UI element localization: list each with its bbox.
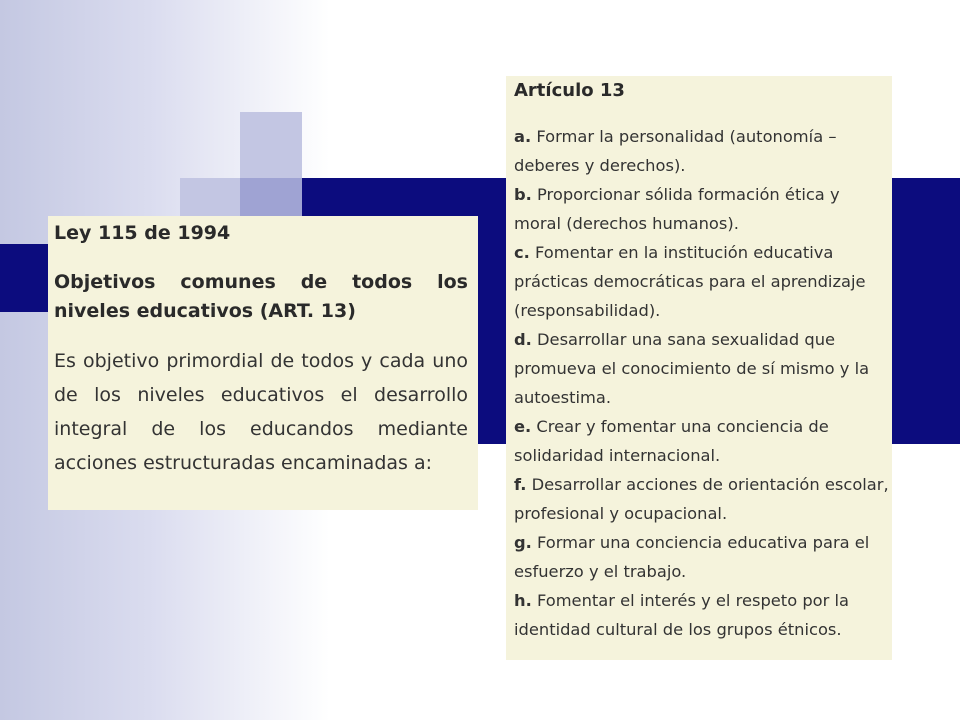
list-item [514, 586, 890, 644]
item-letter: a. [514, 127, 532, 146]
item-text: Fomentar en la institución educativa prácticas democráticas para el aprendizaje (responsabilidad). [514, 243, 866, 320]
item-text: Crear y fomentar una conciencia de solidaridad internacional. [514, 417, 829, 465]
navy-band-left [0, 244, 50, 312]
item-letter: b. [514, 185, 532, 204]
law-body-text: Es objetivo primordial de todos y cada uno de los niveles educativos el desarrollo integral de los educandos mediante acciones estructuradas encaminadas a: [54, 350, 468, 474]
item-letter: f. [514, 475, 527, 494]
item-letter: d. [514, 330, 532, 349]
item-letter: c. [514, 243, 530, 262]
item-text: Desarrollar acciones de orientación escolar, profesional y ocupacional. [514, 475, 889, 523]
list-item [514, 470, 890, 528]
item-text: Fomentar el interés y el respeto por la identidad cultural de los grupos étnicos. [514, 591, 849, 639]
decorative-square-dark [240, 178, 302, 218]
list-item [514, 325, 890, 412]
objectives-list [514, 122, 890, 644]
list-item [514, 528, 890, 586]
decorative-square-light [180, 178, 240, 218]
item-text: Formar la personalidad (autonomía – deberes y derechos). [514, 127, 837, 175]
article-title: Artículo 13 [514, 80, 625, 101]
list-item [514, 238, 890, 325]
item-letter: g. [514, 533, 532, 552]
item-text: Formar una conciencia educativa para el esfuerzo y el trabajo. [514, 533, 870, 581]
item-text: Desarrollar una sana sexualidad que promueva el conocimiento de sí mismo y la autoestima. [514, 330, 870, 407]
list-item [514, 412, 890, 470]
item-letter: e. [514, 417, 532, 436]
law-subtitle: Objetivos comunes de todos los niveles educativos (ART. 13) [54, 271, 468, 322]
decorative-square-top [240, 112, 302, 178]
item-letter: h. [514, 591, 532, 610]
law-title: Ley 115 de 1994 [54, 222, 231, 244]
list-item [514, 180, 890, 238]
item-text: Proporcionar sólida formación ética y moral (derechos humanos). [514, 185, 840, 233]
list-item [514, 122, 890, 180]
article-13-panel [506, 76, 892, 660]
law-intro-panel [48, 216, 478, 510]
